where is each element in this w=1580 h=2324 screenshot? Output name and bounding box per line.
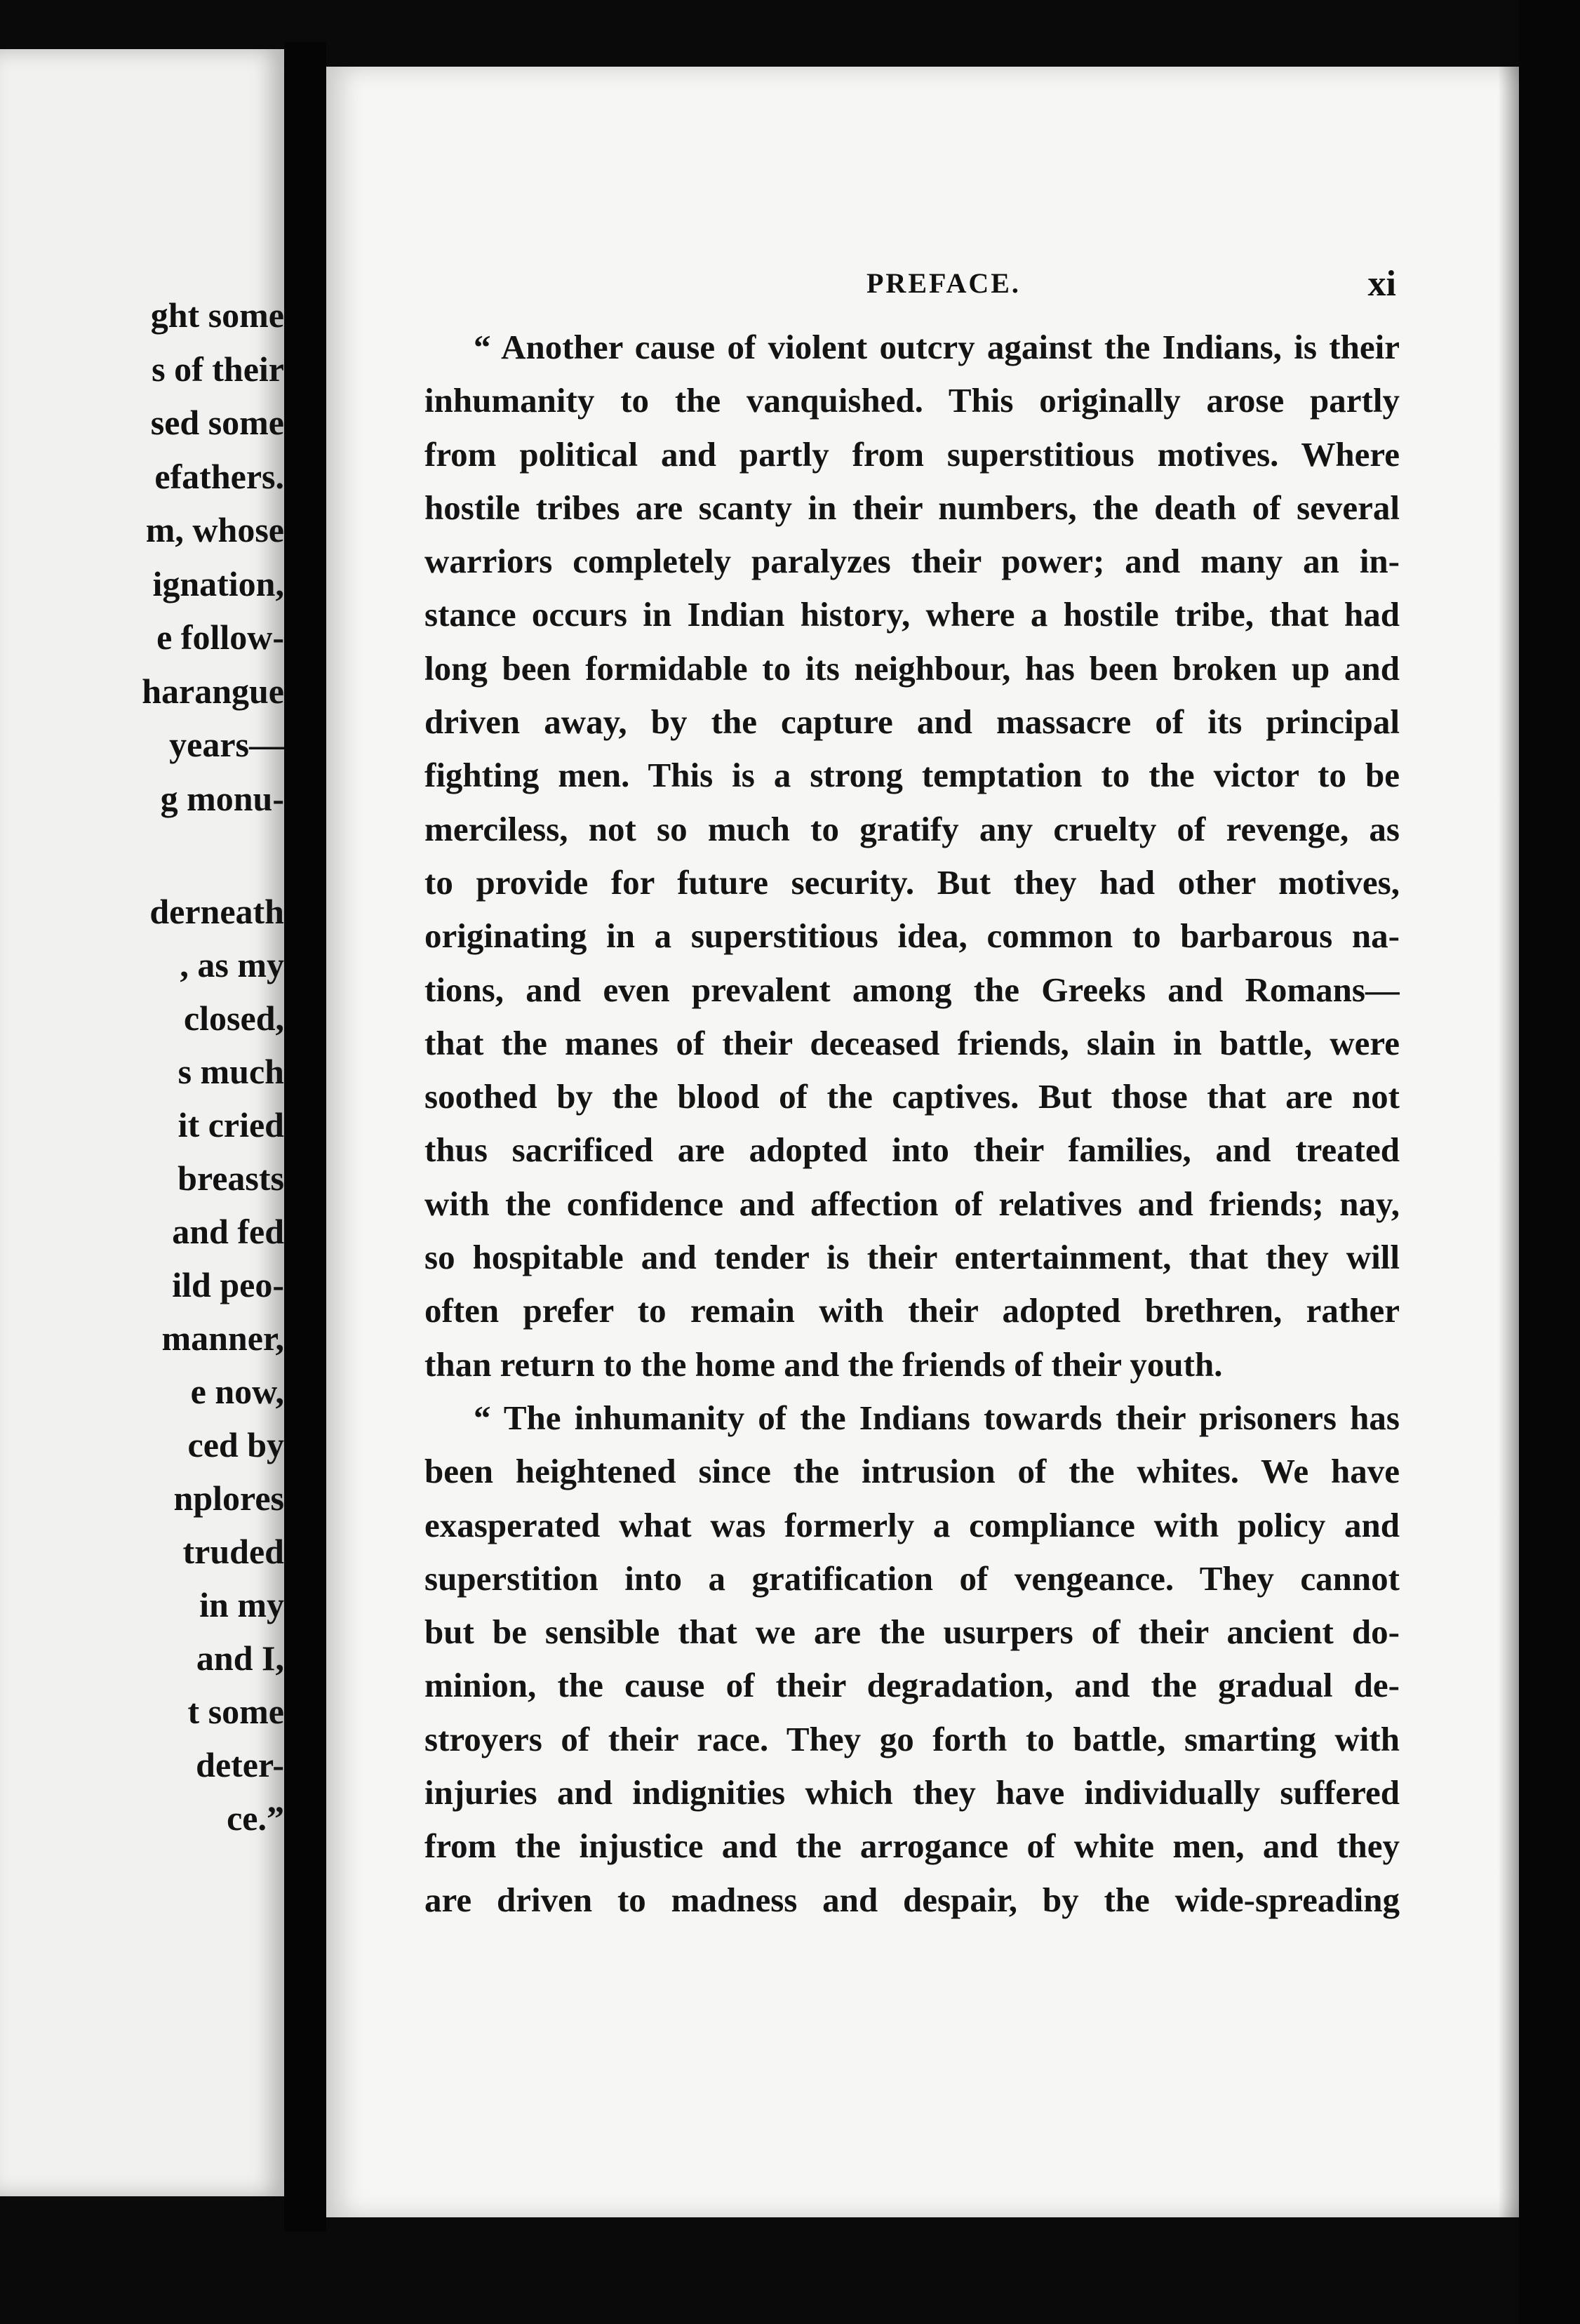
text-line: originating in a superstitious idea, common to barbarous na- bbox=[424, 916, 1400, 956]
text-line: from the injustice and the arrogance of white men, and they bbox=[424, 1827, 1400, 1866]
left-page-line: s of their bbox=[152, 349, 284, 389]
text-line: driven away, by the capture and massacre of its principal bbox=[424, 702, 1400, 742]
left-page-line: it cried bbox=[178, 1105, 284, 1144]
left-page-line: and fed bbox=[172, 1212, 284, 1251]
text-line: long been formidable to its neighbour, has been broken up and bbox=[424, 648, 1400, 688]
left-page-line: g monu- bbox=[160, 779, 284, 818]
text-line: fighting men. This is a strong temptation to the victor to be bbox=[424, 756, 1400, 795]
text-line: from political and partly from superstitious motives. Where bbox=[424, 434, 1400, 474]
left-page-line: e now, bbox=[190, 1372, 284, 1411]
text-line: stroyers of their race. They go forth to battle, smarting with bbox=[424, 1719, 1400, 1758]
page-edge-shadow bbox=[1498, 67, 1519, 2217]
text-line: “ The inhumanity of the Indians towards their prisoners has bbox=[474, 1398, 1400, 1437]
text-line: soothed by the blood of the captives. But those that are not bbox=[424, 1077, 1400, 1116]
left-page-line: harangue bbox=[142, 672, 284, 711]
left-page-line: ild peo- bbox=[172, 1265, 284, 1304]
page-number: xi bbox=[1367, 264, 1396, 304]
left-page-line: in my bbox=[199, 1585, 284, 1624]
left-page-line: years— bbox=[169, 725, 284, 764]
text-line: but be sensible that we are the usurpers of their ancient do- bbox=[424, 1612, 1400, 1652]
text-line: minion, the cause of their degradation, and the gradual de- bbox=[424, 1666, 1400, 1705]
left-page-line: ignation, bbox=[152, 564, 284, 603]
left-page-line: s much bbox=[178, 1052, 284, 1091]
scan-border bbox=[1519, 0, 1580, 2324]
left-page-line: m, whose bbox=[145, 510, 284, 549]
left-page-line: derneath bbox=[149, 892, 284, 931]
left-page-line: ce.” bbox=[227, 1798, 284, 1838]
text-line: hostile tribes are scanty in their numbers, the death of several bbox=[424, 488, 1400, 527]
left-page-line: deter- bbox=[196, 1745, 284, 1784]
left-page-line: e follow- bbox=[156, 617, 284, 657]
text-line: warriors completely paralyzes their power; and many an in- bbox=[424, 542, 1400, 581]
right-page bbox=[326, 67, 1519, 2217]
left-page-line: ght some bbox=[150, 295, 284, 335]
text-line: to provide for future security. But they had other motives, bbox=[424, 862, 1400, 902]
book-gutter bbox=[284, 42, 326, 2231]
left-facing-page bbox=[0, 49, 284, 2196]
text-line: than return to the home and the friends of their youth. bbox=[424, 1344, 1223, 1384]
text-line: “ Another cause of violent outcry against the Indians, is their bbox=[474, 328, 1400, 366]
text-line: superstition into a gratification of vengeance. They cannot bbox=[424, 1558, 1400, 1598]
text-line: so hospitable and tender is their entertainment, that they will bbox=[424, 1238, 1400, 1277]
text-line: stance occurs in Indian history, where a hostile tribe, that had bbox=[424, 595, 1400, 634]
text-line: injuries and indignities which they have individually suffered bbox=[424, 1773, 1400, 1812]
left-page-line: nplores bbox=[173, 1478, 284, 1518]
text-line: tions, and even prevalent among the Greeks and Romans— bbox=[424, 970, 1400, 1009]
left-page-line: , as my bbox=[180, 945, 284, 984]
left-page-line: breasts bbox=[178, 1158, 284, 1198]
left-page-line: sed some bbox=[150, 403, 284, 442]
left-page-line: ced by bbox=[187, 1425, 284, 1464]
text-line: been heightened since the intrusion of the whites. We have bbox=[424, 1452, 1400, 1491]
text-line: with the confidence and affection of relatives and friends; nay, bbox=[424, 1184, 1400, 1223]
text-line: that the manes of their deceased friends, slain in battle, were bbox=[424, 1023, 1400, 1062]
text-line: are driven to madness and despair, by the wide-spreading bbox=[424, 1880, 1400, 1919]
left-page-line: closed, bbox=[183, 999, 284, 1038]
left-page-line: manner, bbox=[161, 1318, 284, 1358]
text-line: often prefer to remain with their adopted brethren, rather bbox=[424, 1291, 1400, 1330]
text-line: exasperated what was formerly a compliance with policy and bbox=[424, 1505, 1400, 1544]
left-page-line: efathers. bbox=[154, 457, 284, 496]
left-page-line: t some bbox=[187, 1692, 284, 1731]
body-text bbox=[424, 321, 1400, 1927]
running-head: PREFACE. bbox=[866, 267, 1021, 299]
text-line: thus sacrificed are adopted into their families, and treated bbox=[424, 1130, 1400, 1170]
left-page-line: and I, bbox=[196, 1638, 284, 1678]
left-page-line: truded bbox=[182, 1532, 284, 1571]
text-line: inhumanity to the vanquished. This originally arose partly bbox=[424, 381, 1400, 420]
text-line: merciless, not so much to gratify any cruelty of revenge, as bbox=[424, 809, 1400, 848]
